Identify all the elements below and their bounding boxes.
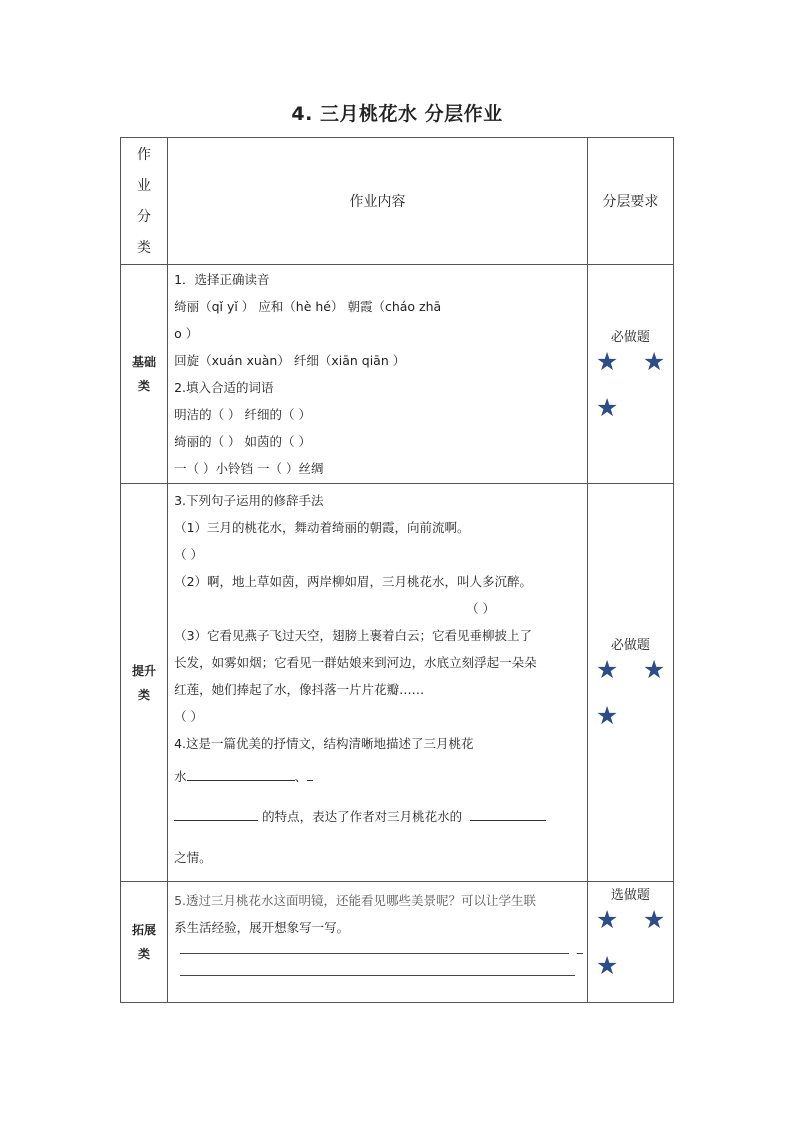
- header-category-char: 分: [137, 209, 152, 225]
- fill-line: [174, 757, 581, 797]
- question-line: 一（ ）小铃铛 一（ ）丝绸: [174, 461, 324, 476]
- header-requirement-cell: 分层要求: [587, 138, 673, 265]
- fill-text: 的特点，表达了作者对三月桃花水的: [262, 808, 463, 824]
- answer-blank[interactable]: [187, 767, 295, 781]
- header-category-char: 类: [137, 240, 152, 256]
- homework-table: [120, 137, 674, 1003]
- question-line: 长发，如雾如烟；它看见一群姑娘来到河边，水底立刻浮起一朵朵: [174, 654, 537, 670]
- star-icon: ★: [595, 701, 619, 730]
- star-icon: ★: [595, 346, 619, 376]
- star-icon: ★: [595, 905, 619, 934]
- question-line: 5.透过三月桃花水这面明镜，还能看见哪些美景呢？可以让学生联: [174, 893, 537, 908]
- fill-line: [174, 797, 581, 837]
- content-cell-advanced: [168, 484, 588, 882]
- question-line: （ ）: [466, 600, 496, 616]
- category-text: 基础: [132, 355, 157, 369]
- category-cell-basic: [121, 265, 168, 484]
- question-line: （ ）: [174, 708, 204, 724]
- category-text: 类: [138, 947, 151, 961]
- answer-blank[interactable]: [470, 807, 546, 821]
- question-line: 1．选择正确读音: [174, 272, 270, 287]
- writing-line: [180, 975, 575, 976]
- question-line: （ ）: [174, 546, 204, 562]
- table-row-extended: [121, 882, 674, 1003]
- page-title: 4. 三月桃花水 分层作业: [291, 103, 503, 125]
- writing-area[interactable]: [174, 941, 581, 977]
- question-line: 明洁的（ ） 纤细的（ ）: [174, 407, 311, 422]
- question-line: （3）它看见燕子飞过天空，翅膀上裹着白云；它看见垂柳披上了: [174, 627, 533, 643]
- content-cell-extended: [168, 882, 588, 1003]
- writing-line-end: _: [576, 940, 583, 954]
- table-row-advanced: [121, 484, 674, 882]
- star-rating: [588, 903, 674, 981]
- star-icon: ★: [642, 655, 666, 684]
- question-line: 系生活经验，展开想象写一写。: [174, 920, 350, 935]
- table-header-row: [121, 138, 674, 265]
- category-cell-extended: [121, 882, 168, 1003]
- question-line: 绮丽（qǐ yǐ ） 应和（hè hé） 朝霞（cháo zhā: [174, 299, 442, 314]
- star-icon: ★: [642, 905, 666, 934]
- question-line: （2）啊，地上草如茵，两岸柳如眉，三月桃花水，叫人多沉醉。: [174, 573, 533, 589]
- category-text: 拓展: [132, 923, 157, 937]
- question-line: 2.填入合适的词语: [174, 380, 274, 395]
- star-icon: ★: [595, 951, 619, 980]
- question-line: 绮丽的（ ） 如茵的（ ）: [174, 434, 311, 449]
- header-category-char: 作: [137, 147, 152, 163]
- requirement-cell-extended: [587, 882, 673, 1003]
- question-line: （1）三月的桃花水，舞动着绮丽的朝霞，向前流啊。: [174, 519, 470, 535]
- requirement-cell-basic: [587, 265, 673, 484]
- requirement-label: 必做题: [610, 638, 650, 653]
- question-line: 4.这是一篇优美的抒情文，结构清晰地描述了三月桃花: [174, 735, 474, 751]
- answer-blank[interactable]: [307, 767, 313, 781]
- question-line: 红莲，她们捧起了水，像抖落一片片花瓣……: [174, 681, 425, 697]
- requirement-cell-advanced: [587, 484, 673, 882]
- requirement-label: 选做题: [610, 888, 650, 903]
- answer-blank[interactable]: [174, 807, 258, 821]
- category-text: 类: [138, 379, 151, 393]
- content-cell-basic: [168, 265, 588, 484]
- question-line: 3.下列句子运用的修辞手法: [174, 492, 324, 508]
- question-line: 回旋（xuán xuàn） 纤细（xiān qiān ）: [174, 353, 406, 368]
- star-icon: ★: [595, 392, 619, 422]
- header-category-char: 业: [137, 178, 152, 194]
- header-category-cell: [121, 138, 168, 265]
- star-rating: [588, 653, 674, 731]
- table-row-basic: [121, 265, 674, 484]
- question-line: 之情。: [174, 849, 212, 865]
- star-icon: ★: [642, 346, 666, 376]
- fill-text: 、: [294, 768, 308, 784]
- category-text: 类: [138, 687, 151, 702]
- fill-text: 水: [174, 768, 187, 784]
- star-rating: [588, 345, 674, 423]
- requirement-label: 必做题: [610, 329, 650, 345]
- category-text: 提升: [132, 663, 157, 678]
- header-content-cell: 作业内容: [168, 138, 588, 265]
- writing-line: [180, 953, 569, 954]
- question-line: o ）: [174, 326, 199, 341]
- star-icon: ★: [595, 655, 619, 684]
- category-cell-advanced: [121, 484, 168, 882]
